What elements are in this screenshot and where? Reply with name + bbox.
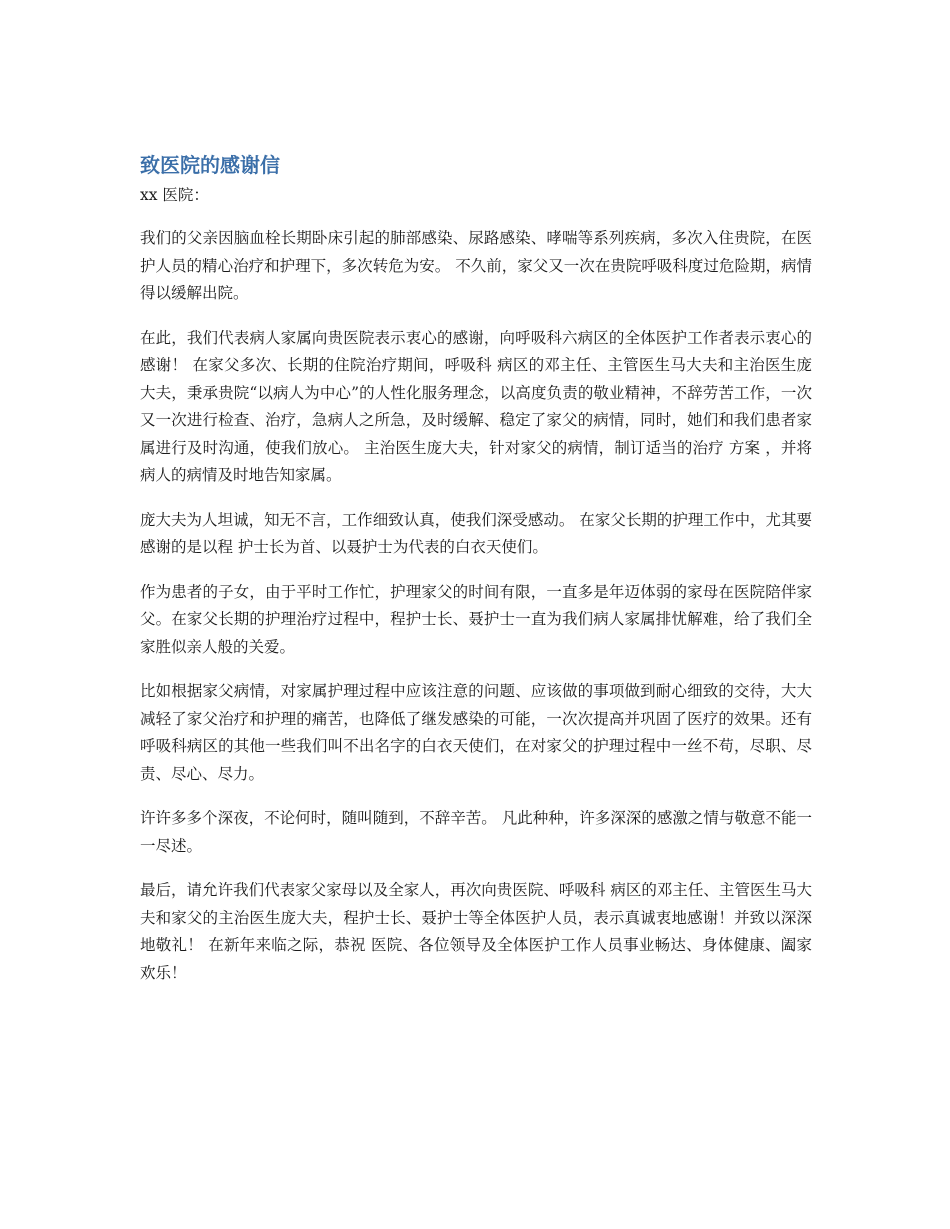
letter-page <box>140 148 812 1004</box>
letter-paragraph-6: 许许多多个深夜，不论何时，随叫随到，不辞辛苦。 凡此种种，许多深深的感激之情与敬意不能一一尽述。 <box>140 809 812 855</box>
letter-paragraph-5: 比如根据家父病情，对家属护理过程中应该注意的问题、应该做的事项做到耐心细致的交待，大大减轻了家父治疗和护理的痛苦，也降低了继发感染的可能，一次次提高并巩固了医疗的效果。还有呼吸科病区的其他一些我们叫不出名字的白衣天使们，在对家父的护理过程中一丝不苟，尽职、尽责、尽心、尽力。 <box>140 682 812 783</box>
letter-paragraph-4: 作为患者的子女，由于平时工作忙，护理家父的时间有限，一直多是年迈体弱的家母在医院陪伴家父。在家父长期的护理治疗过程中，程护士长、聂护士一直为我们病人家属排忧解难，给了我们全家胜似亲人般的关爱。 <box>140 582 812 656</box>
letter-paragraph-1: 我们的父亲因脑血栓长期卧床引起的肺部感染、尿路感染、哮喘等系列疾病，多次入住贵院，在医护人员的精心治疗和护理下，多次转危为安。 不久前，家父又一次在贵院呼吸科度过危险期，病情得以缓解出院。 <box>140 229 812 302</box>
letter-title: 致医院的感谢信 <box>140 153 280 177</box>
letter-salutation: xx 医院： <box>140 186 209 204</box>
letter-paragraph-3: 庞大夫为人坦诚，知无不言，工作细致认真，使我们深受感动。 在家父长期的护理工作中，尤其要感谢的是以程 护士长为首、以聂护士为代表的白衣天使们。 <box>140 510 812 556</box>
letter-paragraph-2: 在此，我们代表病人家属向贵医院表示衷心的感谢，向呼吸科六病区的全体医护工作者表示衷心的感谢！ 在家父多次、长期的住院治疗期间，呼吸科 病区的邓主任、主管医生马大夫和主治医生庞大夫，秉承贵院“以病人为中心”的人性化服务理念，以高度负责的敬业精神，不辞劳苦工作，一次又一次进行检查、治疗，急病人之所急，及时缓解、稳定了家父的病情，同时，她们和我们患者家属进行及时沟通，使我们放心。 主治医生庞大夫，针对家父的病情，制订适当的治疗 方案 ，并将病人的病情及时地告知家属。 <box>140 328 812 484</box>
letter-paragraph-7: 最后，请允许我们代表家父家母以及全家人，再次向贵医院、呼吸科 病区的邓主任、主管医生马大夫和家父的主治医生庞大夫，程护士长、聂护士等全体医护人员，表示真诚衷地感谢！并致以深深地敬礼！ 在新年来临之际，恭祝 医院、各位领导及全体医护工作人员事业畅达、身体健康、阖家欢乐！ <box>140 881 812 982</box>
